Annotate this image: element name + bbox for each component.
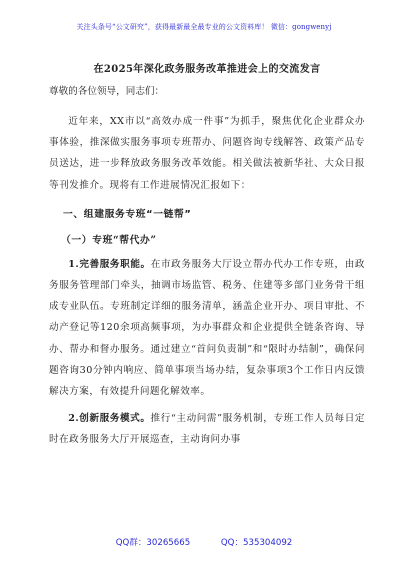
salutation: 尊敬的各位领导，同志们： xyxy=(49,86,165,97)
item-title: 1.完善服务职能。 xyxy=(68,258,151,270)
subsection-heading: （一）专班“帮代办” xyxy=(61,234,157,246)
item-body: 在市政务服务大厅设立帮办代办工作专班，由政务服务管理部门牵头，抽调市场监管、税务、住建等多部门业务骨干组成专业队伍。专班制定详细的服务清单，涵盖企业开办、项目审批、不动产登记等120余项高频事项，为办事群众和企业提供全链条咨询、导办、帮办和督办服务。通过建立“首问负责制”和“限时办结制”，确保问题咨询30分钟内响应、简单事项当场办结，复杂事项3个工作日内反馈解决方案，有效提升问题化解效率。 xyxy=(49,258,365,398)
section-heading: 一、组建服务专班“一链帮” xyxy=(63,208,192,220)
qq-contact: QQ：535304092 xyxy=(220,538,293,548)
header-banner: 关注头条号“公文研究”，获得最新最全最专业的公文资料库！ 微信：gongwenyj xyxy=(76,23,332,31)
document-title: 在2025年深化政务服务改革推进会上的交流发言 xyxy=(93,64,321,75)
item-body: 推行“主动问需”服务机制，专班工作人员每日定时在政务服务大厅开展巡查，主动询问办事 xyxy=(49,413,366,446)
item-title: 2.创新服务模式。 xyxy=(68,413,151,425)
document-page xyxy=(49,60,365,451)
qq-group: QQ群：30265665 xyxy=(115,538,191,548)
intro-paragraph: 近年来，XX市以“高效办成一件事”为抓手，聚焦优化企业群众办事体验，推深做实服务事项专班帮办、问题咨询专线解答、政策产品专员送达，进一步释放政务服务改革效能。相关做法被新华社、大众日报等刊发推介。现将有工作进展情况汇报如下： xyxy=(49,116,365,191)
item-paragraph xyxy=(49,254,365,402)
item-paragraph xyxy=(49,408,365,450)
footer-contacts xyxy=(0,536,408,548)
